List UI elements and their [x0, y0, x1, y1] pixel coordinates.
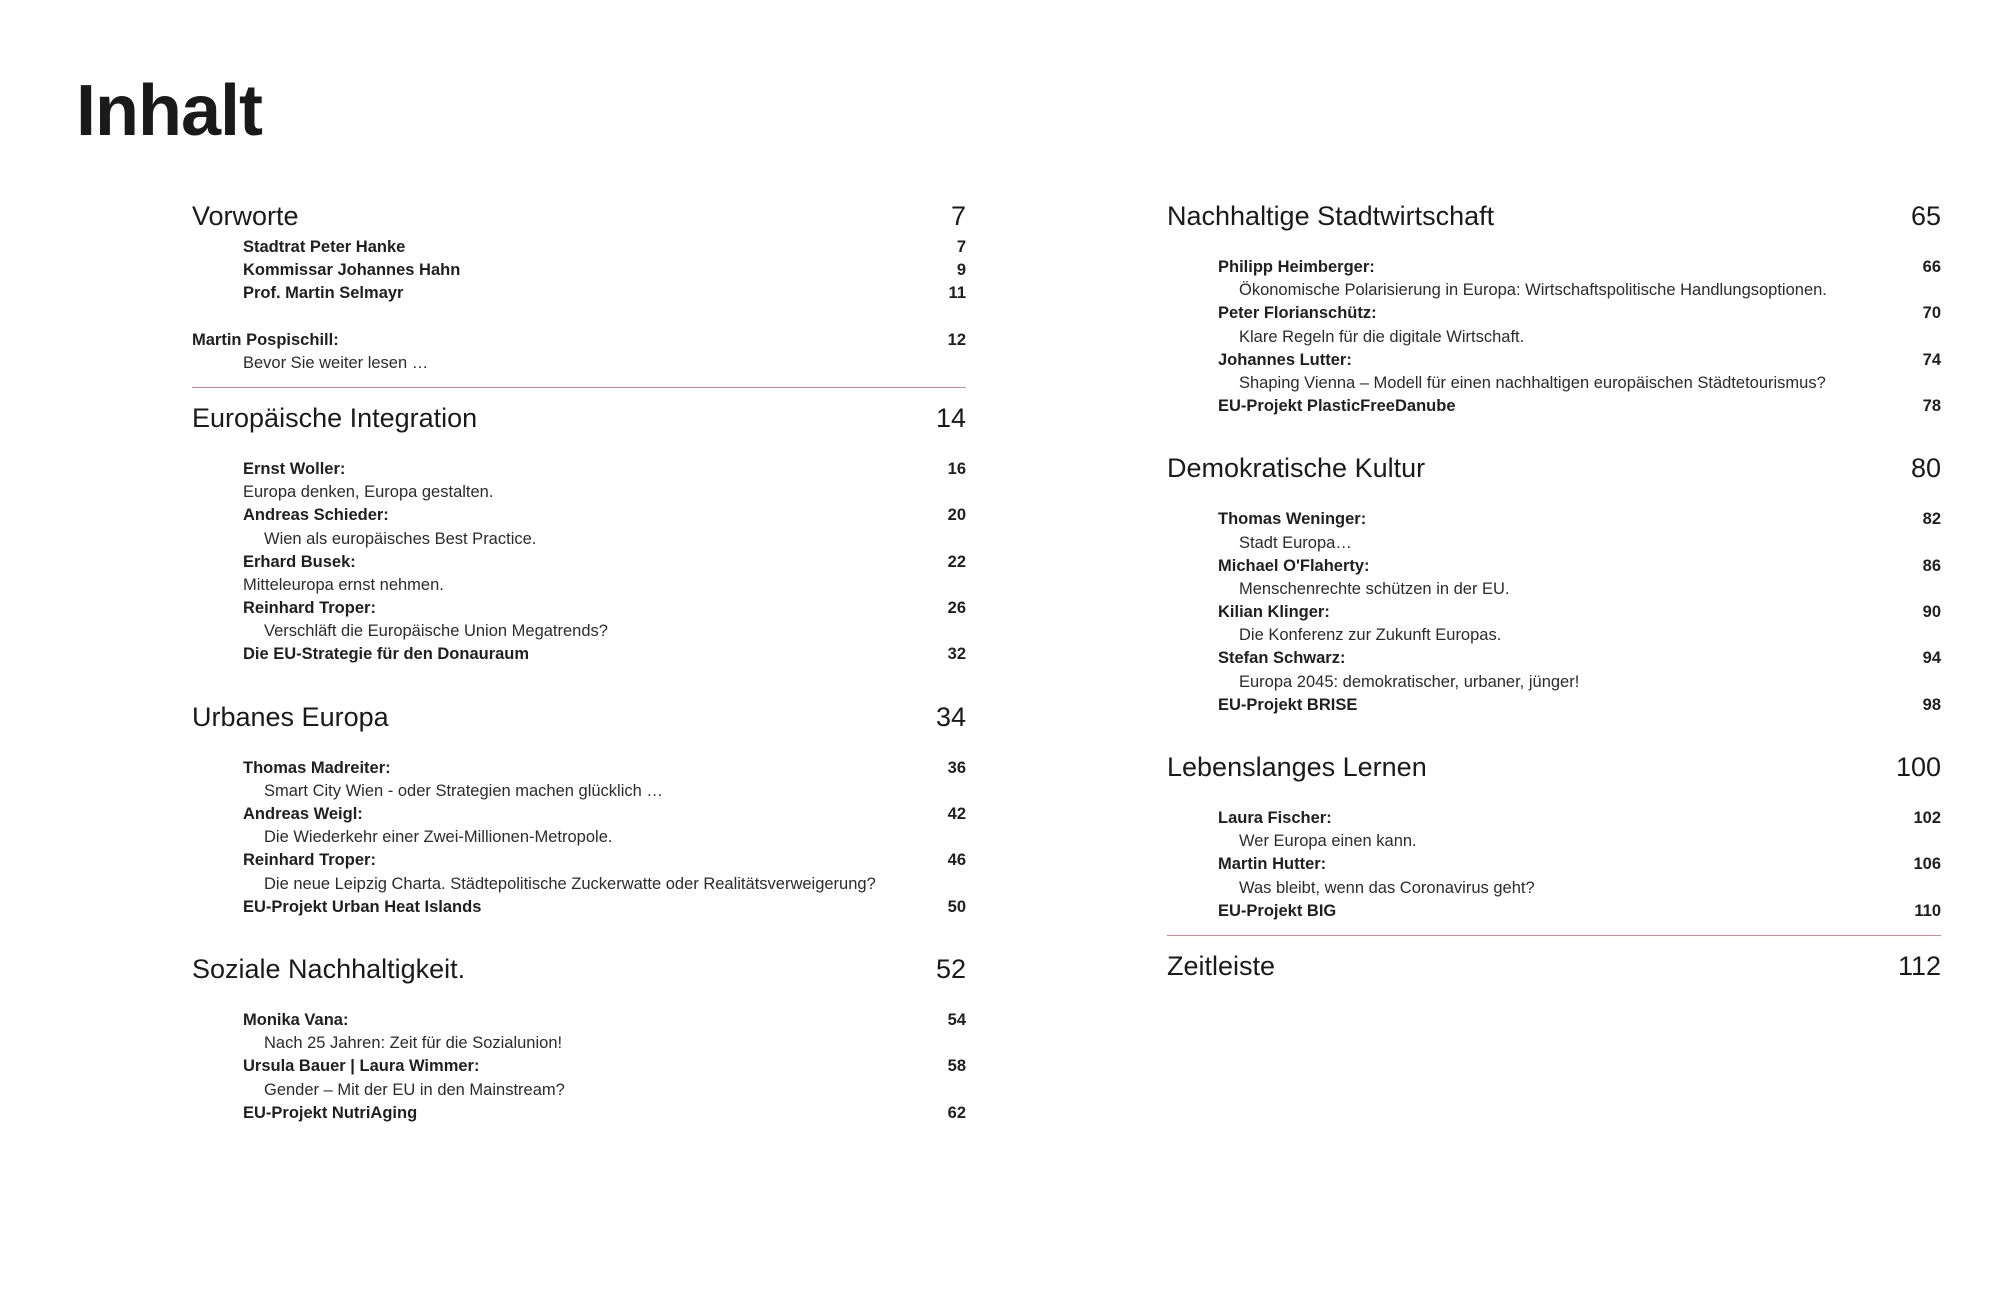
toc-entry-project[interactable] — [1167, 395, 1941, 418]
spacer — [1167, 418, 1941, 448]
entry-title: Die neue Leipzig Charta. Städtepolitische Zuckerwatte oder Realitätsverweigerung? — [264, 874, 876, 893]
toc-entry-title[interactable] — [1167, 578, 1941, 601]
toc-entry-author[interactable] — [192, 458, 966, 481]
toc-entry-author[interactable] — [1167, 302, 1941, 325]
section-page: 52 — [935, 953, 966, 984]
section-title: Vorworte — [192, 201, 299, 231]
spacer — [192, 737, 966, 757]
spacer — [1167, 717, 1941, 747]
entry-title: Ökonomische Polarisierung in Europa: Wirtschaftspolitische Handlungsoptionen. — [1239, 281, 1827, 300]
section-page: 14 — [935, 402, 966, 433]
entry-author: Martin Hutter: — [1218, 855, 1327, 874]
toc-entry-project[interactable] — [1167, 900, 1941, 923]
entry-title: Nach 25 Jahren: Zeit für die Sozialunion! — [264, 1034, 563, 1053]
entry-title: Shaping Vienna – Modell für einen nachhaltigen europäischen Städtetourismus? — [1239, 373, 1826, 392]
entry-author: Michael O'Flaherty: — [1218, 556, 1370, 575]
toc-entry-title[interactable] — [1167, 532, 1941, 555]
toc-entry-title[interactable] — [192, 574, 966, 597]
section-economy[interactable] — [1167, 196, 1941, 236]
toc-entry[interactable] — [192, 236, 966, 259]
entry-page: 46 — [947, 851, 966, 870]
entry-label: Kommissar Johannes Hahn — [243, 261, 461, 280]
section-page: 112 — [1897, 950, 1941, 981]
entry-page: 36 — [947, 758, 966, 777]
toc-entry-project[interactable] — [1167, 694, 1941, 717]
section-title: Urbanes Europa — [192, 701, 389, 732]
section-integration[interactable] — [192, 398, 966, 438]
toc-entry-author[interactable] — [192, 329, 966, 352]
section-divider — [192, 387, 966, 388]
section-learning[interactable] — [1167, 747, 1941, 787]
section-divider — [1167, 935, 1941, 936]
entry-label: EU-Projekt PlasticFreeDanube — [1218, 397, 1456, 416]
entry-label: EU-Projekt BRISE — [1218, 695, 1358, 714]
entry-author: Kilian Klinger: — [1218, 603, 1330, 622]
section-page: 7 — [950, 201, 966, 231]
section-page: 100 — [1895, 752, 1941, 782]
spacer — [192, 667, 966, 697]
entry-author: Johannes Lutter: — [1218, 350, 1352, 369]
toc-entry-title[interactable] — [1167, 671, 1941, 694]
toc-entry-title[interactable] — [1167, 372, 1941, 395]
section-title: Demokratische Kultur — [1167, 453, 1426, 484]
entry-title: Wer Europa einen kann. — [1239, 832, 1417, 851]
toc-entry-title[interactable] — [1167, 326, 1941, 349]
toc-entry-author[interactable] — [192, 1055, 966, 1078]
entry-title: Die Konferenz zur Zukunft Europas. — [1239, 626, 1502, 645]
entry-label: Die EU-Strategie für den Donauraum — [243, 645, 530, 664]
toc-column-left — [192, 196, 966, 1125]
entry-title: Smart City Wien - oder Strategien machen glücklich … — [264, 781, 663, 800]
toc-entry-project[interactable] — [192, 643, 966, 666]
entry-page: 11 — [948, 284, 966, 303]
toc-entry[interactable] — [192, 259, 966, 282]
toc-entry-title[interactable] — [192, 620, 966, 643]
entry-page: 12 — [947, 330, 966, 349]
entry-page: 94 — [1922, 649, 1941, 668]
entry-page: 90 — [1922, 603, 1941, 622]
entry-page: 50 — [947, 897, 966, 916]
entry-author: Peter Florianschütz: — [1218, 304, 1377, 323]
entry-label: Prof. Martin Selmayr — [243, 284, 404, 303]
spacer — [1167, 236, 1941, 256]
entry-page: 82 — [1922, 510, 1941, 529]
section-title: Europäische Integration — [192, 402, 478, 433]
entry-page: 7 — [956, 238, 966, 256]
entry-page: 22 — [947, 552, 966, 571]
entry-author: Thomas Weninger: — [1218, 510, 1367, 529]
entry-title: Mitteleuropa ernst nehmen. — [243, 575, 444, 594]
spacer — [192, 438, 966, 458]
entry-title: Stadt Europa… — [1239, 533, 1352, 552]
entry-page: 20 — [947, 506, 966, 525]
entry-page: 110 — [1914, 901, 1941, 920]
toc-entry-project[interactable] — [192, 1102, 966, 1125]
toc-entry-author[interactable] — [192, 1009, 966, 1032]
toc-entry-author[interactable] — [1167, 555, 1941, 578]
toc-entry-author[interactable] — [192, 757, 966, 780]
entry-page: 102 — [1913, 809, 1941, 827]
section-page: 80 — [1910, 453, 1941, 484]
entry-label: EU-Projekt BIG — [1218, 901, 1337, 920]
toc-entry-author[interactable] — [1167, 807, 1941, 830]
entry-page: 98 — [1922, 695, 1941, 714]
toc-entry-title[interactable] — [192, 873, 966, 896]
entry-page: 58 — [947, 1057, 966, 1076]
entry-label: EU-Projekt NutriAging — [243, 1103, 418, 1122]
toc-entry-author[interactable] — [1167, 508, 1941, 531]
entry-author: Erhard Busek: — [243, 552, 356, 571]
entry-title: Klare Regeln für die digitale Wirtschaft. — [1239, 327, 1525, 346]
entry-label: Stadtrat Peter Hanke — [243, 238, 406, 256]
toc-entry-title[interactable] — [192, 1079, 966, 1102]
entry-author: Martin Pospischill: — [192, 330, 339, 349]
entry-page: 16 — [947, 459, 966, 478]
toc-entry-project[interactable] — [192, 896, 966, 919]
entry-title: Die Wiederkehr einer Zwei-Millionen-Metropole. — [264, 828, 613, 847]
toc-entry-title[interactable] — [192, 352, 966, 375]
entry-page: 42 — [947, 805, 966, 823]
entry-page: 66 — [1922, 258, 1941, 276]
toc-entry-author[interactable] — [192, 504, 966, 527]
entry-author: Andreas Weigl: — [243, 805, 363, 823]
entry-page: 70 — [1922, 304, 1941, 323]
entry-label: EU-Projekt Urban Heat Islands — [243, 897, 482, 916]
section-social[interactable] — [192, 949, 966, 989]
entry-author: Reinhard Troper: — [243, 599, 376, 618]
entry-title: Was bleibt, wenn das Coronavirus geht? — [1239, 878, 1535, 897]
section-timeline[interactable] — [1167, 946, 1941, 986]
entry-title: Verschläft die Europäische Union Megatrends? — [264, 622, 608, 641]
entry-page: 32 — [947, 645, 966, 664]
section-vorworte[interactable] — [192, 196, 966, 236]
toc-entry-author[interactable] — [1167, 256, 1941, 279]
entry-page: 54 — [947, 1010, 966, 1029]
entry-author: Laura Fischer: — [1218, 809, 1332, 827]
entry-page: 86 — [1922, 556, 1941, 575]
toc-entry-author[interactable] — [192, 849, 966, 872]
section-title: Soziale Nachhaltigkeit. — [192, 953, 466, 984]
spacer — [192, 306, 966, 329]
entry-author: Monika Vana: — [243, 1010, 349, 1029]
spacer — [192, 989, 966, 1009]
toc-entry-author[interactable] — [192, 551, 966, 574]
entry-page: 26 — [947, 599, 966, 618]
toc-entry[interactable] — [192, 282, 966, 305]
entry-author: Thomas Madreiter: — [243, 758, 391, 777]
toc-entry-author[interactable] — [1167, 349, 1941, 372]
entry-title: Europa 2045: demokratischer, urbaner, jünger! — [1239, 672, 1580, 691]
toc-entry-title[interactable] — [192, 528, 966, 551]
section-page: 65 — [1910, 201, 1941, 231]
toc-entry-author[interactable] — [192, 803, 966, 826]
entry-title: Wien als europäisches Best Practice. — [264, 529, 537, 548]
entry-page: 62 — [947, 1103, 966, 1122]
toc-entry-author[interactable] — [1167, 647, 1941, 670]
entry-author: Reinhard Troper: — [243, 851, 376, 870]
toc-entry-author[interactable] — [192, 597, 966, 620]
section-page: 34 — [935, 701, 966, 732]
entry-author: Stefan Schwarz: — [1218, 649, 1346, 668]
spacer — [192, 919, 966, 949]
entry-page: 78 — [1922, 397, 1941, 416]
toc-entry-title[interactable] — [1167, 279, 1941, 302]
entry-title: Menschenrechte schützen in der EU. — [1239, 579, 1510, 598]
section-urban[interactable] — [192, 697, 966, 737]
toc-entry-author[interactable] — [1167, 601, 1941, 624]
section-democracy[interactable] — [1167, 448, 1941, 488]
page-title: Inhalt — [76, 71, 262, 151]
entry-author: Ernst Woller: — [243, 459, 346, 478]
toc-entry-author[interactable] — [1167, 853, 1941, 876]
entry-author: Andreas Schieder: — [243, 506, 389, 525]
toc-entry-title[interactable] — [192, 1032, 966, 1055]
entry-title: Gender – Mit der EU in den Mainstream? — [264, 1080, 565, 1099]
toc-entry-title[interactable] — [1167, 877, 1941, 900]
toc-entry-title[interactable] — [1167, 830, 1941, 853]
section-title: Zeitleiste — [1167, 950, 1276, 981]
toc-entry-title[interactable] — [192, 780, 966, 803]
entry-page: 74 — [1922, 350, 1941, 369]
section-title: Lebenslanges Lernen — [1167, 752, 1427, 782]
section-title: Nachhaltige Stadtwirtschaft — [1167, 201, 1495, 231]
toc-column-right — [1167, 196, 1941, 986]
toc-entry-title[interactable] — [192, 826, 966, 849]
entry-title: Europa denken, Europa gestalten. — [243, 483, 494, 502]
entry-page: 9 — [956, 261, 966, 280]
entry-title: Bevor Sie weiter lesen … — [243, 353, 429, 372]
toc-entry-title[interactable] — [192, 481, 966, 504]
entry-author: Ursula Bauer | Laura Wimmer: — [243, 1057, 480, 1076]
entry-author: Philipp Heimberger: — [1218, 258, 1375, 276]
spacer — [1167, 488, 1941, 508]
entry-page: 106 — [1913, 855, 1941, 874]
toc-entry-title[interactable] — [1167, 624, 1941, 647]
spacer — [1167, 787, 1941, 807]
